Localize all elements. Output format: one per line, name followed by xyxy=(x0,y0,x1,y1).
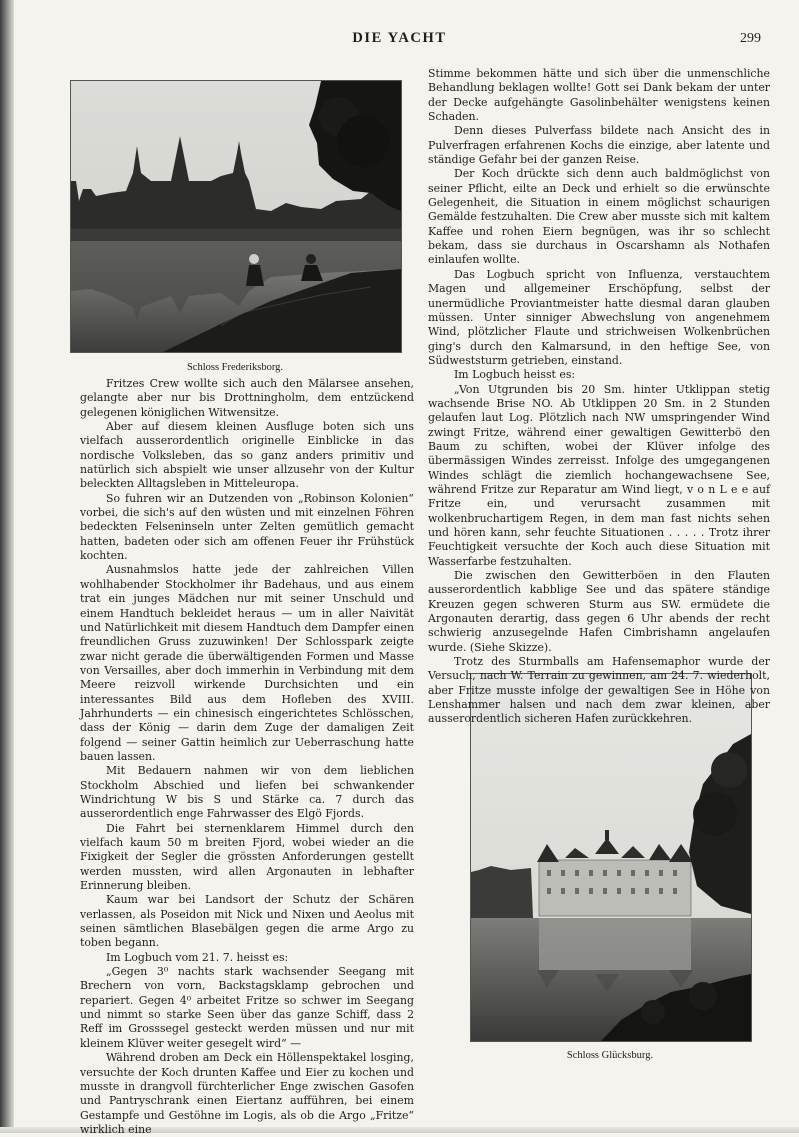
paragraph: Während droben am Deck ein Höllenspektakel losging, versuchte der Koch drunten Kaffee und Eier zu kochen und musste in drangvoll fürchterlicher Enge zwischen Gasofen und Pantryschrank einen Eiertanz aufführen, bei einem Gestampfe und Gestöhne im Logis, als ob die Argo „Fritze“ wirklich eine xyxy=(80,1051,414,1136)
paragraph: Kaum war bei Landsort der Schutz der Schären verlassen, als Poseidon mit Nick und Nixen und Aeolus mit seinen sämtlichen Blasebälgen gegen die arme Argo zu toben begann. xyxy=(80,893,414,950)
book-gutter-shadow xyxy=(0,0,14,1133)
logbook-quote: „Gegen 3⁰ nachts stark wachsender Seegang mit Brechern von vorn, Backstagsklamp gebrochen und repariert. Gegen 4⁰ arbeitet Fritze so schwer im Seegang und nimmt so starke Seen über das ganze Schiff, dass 2 Reff im Grosssegel gesteckt werden müssen und nur mit kleinem Klüver weiter gesegelt wird“ — xyxy=(80,965,414,1050)
paragraph: Fritzes Crew wollte sich auch den Mälarsee ansehen, gelangte aber nur bis Drottningholm, dem entzückend gelegenen königlichen Witwensitze. xyxy=(80,377,414,419)
page-number: 299 xyxy=(740,31,761,46)
paragraph: Trotz des Sturmballs am Hafensemaphor wurde der Versuch, nach W. Terrain zu gewinnen, am 24. 7. wiederholt, aber Fritze musste infolge der gewaltigen See in Höhe von Lenshammer halsen und nach dem zwar kleinen, aber ausserordentlich sicheren Hafen zurückkehren. xyxy=(428,655,770,726)
paragraph: So fuhren wir an Dutzenden von „Robinson Kolonien“ vorbei, die sich's auf den wüsten und mit einzelnen Föhren bedeckten Felseninseln unter Zelten gemütlich gemacht hatten, badeten oder sich am offenen Feuer ihr Frühstück kochten. xyxy=(80,491,414,563)
running-head: DIE YACHT xyxy=(352,30,447,46)
figure-caption: Schloss Glücksburg. xyxy=(566,1050,654,1061)
paragraph: Der Koch drückte sich denn auch baldmöglichst von seiner Pflicht, eilte an Deck und erhielt so die erwünschte Gelegenheit, die Situation in einem möglichst schaurigen Gemälde festzuhalten. Die Crew aber musste sich mit kaltem Kaffee und rohen Eiern begnügen, was ihr so schlecht bekam, dass sie durchaus in Oscarshamn als Nothafen einlaufen wollte. xyxy=(428,167,770,267)
logbook-quote: „Von Utgrunden bis 20 Sm. hinter Utklippan stetig wachsende Brise NO. Ab Utklippen 20 Sm. in 2 Stunden gelaufen laut Log. Plötzlich nach NW umspringender Wind zwingt Fritze, während einer gewaltigen Gewitterbö den Baum zu schiften, wobei der Klüver infolge des übermässigen Windes zerreisst. Infolge des umgegangenen Windes schlägt die ziemlich hochangewachsene See, während Fritze zur Reparatur am Wind liegt, v o n L e e auf Fritze ein, und verursacht zusammen mit wolkenbruchartigem Regen, in dem man fast nichts sehen und hören kann, sehr feuchte Situationen . . . . . Trotz ihrer Feuchtigkeit versuchte der Koch auch diese Situation mit Wasserfarbe festzuhalten. xyxy=(428,382,770,568)
paragraph: Die Fahrt bei sternenklarem Himmel durch den vielfach kaum 50 m breiten Fjord, wobei wieder an die Fixigkeit der Segler die grössten Anforderungen gestellt werden mussten, wird allen Argonauten in lebhafter Erinnerung bleiben. xyxy=(80,821,414,893)
paragraph: Denn dieses Pulverfass bildete nach Ansicht des in Pulverfragen erfahrenen Kochs die einzige, aber latente und ständige Gefahr bei der ganzen Reise. xyxy=(428,124,770,167)
frederiksborg-photo-image xyxy=(71,81,401,352)
photo-schloss-frederiksborg xyxy=(70,80,402,353)
paragraph: Ausnahmslos hatte jede der zahlreichen Villen wohlhabender Stockholmer ihr Badehaus, und aus einem trat ein junges Mädchen nur mit seiner Unschuld und einem Handtuch bekleidet heraus — um in aller Naivität und Natürlichkeit mit diesem Handtuch dem Dampfer einen freundlichen Gruss zuzuwinken! Der Schlosspark zeigte zwar nicht gerade die überwältigenden Formen und Masse von Versailles, aber doch immerhin in Verbindung mit dem Meere reizvoll wirkende Durchsichten und ein interessantes Bild aus dem Hofleben des XVIII. Jahrhunderts — ein chinesisch eingerichtetes Schlösschen, dass der König — darin dem Zuge der damaligen Zeit folgend — seiner Gattin heimlich zur Ueberraschung hatte bauen lassen. xyxy=(80,563,414,763)
paragraph-continuation: Stimme bekommen hätte und sich über die unmenschliche Behandlung beklagen wollte! Gott sei Dank bekam der unter der Decke aufgehängte Gasolinbehälter wenigstens keinen Schaden. xyxy=(428,67,770,124)
figure-caption: Schloss Frederiksborg. xyxy=(186,362,284,373)
paragraph: Aber auf diesem kleinen Ausfluge boten sich uns vielfach ausserordentlich originelle Einblicke in das nordische Volksleben, das so ganz anders primitiv und natürlich sich abspielt wie unser allzusehr von der Kultur beleckten Alltagsleben in Mitteleuropa. xyxy=(80,420,414,491)
paragraph: Im Logbuch heisst es: xyxy=(454,368,576,382)
paragraph: Das Logbuch spricht von Influenza, verstauchtem Magen und allgemeiner Erschöpfung, selbst der unermüdliche Proviantmeister hatte diesmal daran glauben müssen. Unter sinniger Abwechslung von angenehmem Wind, plötzlicher Flaute und strichweisen Wolkenbrüchen ging's durch den Kalmarsund, in den heftige See, von Südweststurm getrieben, einstand. xyxy=(428,267,770,367)
gluecksburg-photo-image xyxy=(471,674,751,1041)
left-text-column xyxy=(80,377,414,1137)
paragraph: Mit Bedauern nahmen wir von dem lieblichen Stockholm Abschied und liefen bei schwankender Windrichtung W bis S und Stärke ca. 7 durch das ausserordentlich enge Fahrwasser des Elgö Fjords. xyxy=(80,764,414,821)
right-text-column xyxy=(428,67,770,727)
photo-schloss-gluecksburg xyxy=(470,673,752,1042)
paragraph: Im Logbuch vom 21. 7. heisst es: xyxy=(106,950,289,964)
paragraph: Die zwischen den Gewitterböen in den Flauten ausserordentlich kabblige See und das spätere ständige Kreuzen gegen schweren Sturm aus SW. ermüdete die Argonauten derartig, dass gegen 6 Uhr abends der recht schwierig anzusegelnde Hafen Cimbrishamn angelaufen wurde. (Siehe Skizze). xyxy=(428,569,770,654)
